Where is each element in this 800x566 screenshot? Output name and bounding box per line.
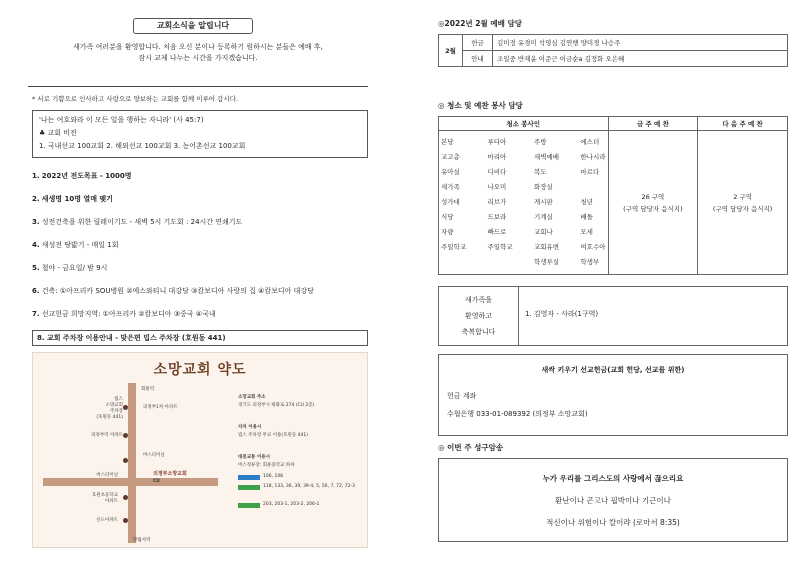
map-label-bottom: 망월사역 <box>133 538 151 543</box>
bus-color-blue <box>238 475 260 480</box>
map-label-top: 회룡역 <box>141 387 155 392</box>
goal-item: 1. 2022년 전도목표 - 1000명 <box>32 172 132 180</box>
row-label: 헌금 <box>463 35 493 51</box>
row-label: 안내 <box>463 51 493 67</box>
map-label-apt1: 의정부역 아파트 <box>91 433 123 438</box>
bus-line-3: 203, 203-1, 203-2, 206-1 <box>263 502 320 507</box>
welcome-text <box>28 42 368 64</box>
bus-title: 대중교통 이용시 <box>238 455 270 460</box>
row-value: 김미정 유경미 석영심 김연행 양미경 나승주 <box>493 35 788 51</box>
next-week-cell: 2 구역 (구역 담당자 음식지) <box>698 131 788 275</box>
duty-col: 본당 교고층 유아실 새가족 성가대 식당 자량 주일학교 <box>441 138 467 251</box>
mission-box <box>438 354 788 436</box>
section-cleaning: ◎ 청소 및 예찬 봉사 담당 <box>438 101 523 110</box>
bus-line-1: 106, 108 <box>263 474 284 479</box>
notice-title: 교회소식을 알립니다 <box>133 18 253 34</box>
map-label-school: 호원초등학교 아파트 <box>91 493 118 504</box>
car-info: 빕스 주차장 무료 이용(호원동 441) <box>238 433 308 438</box>
duty-col: 주방 새벽예배 복도 화장실 게시판 기계실 교회나 교회유변 학생부실 <box>533 138 560 266</box>
duty-col: 에스더 한나시라 마르다 청년 배돌 모세 여호수아 학생부 <box>580 138 606 266</box>
new-family-name: 1. 김영자 - 사라(1구역) <box>525 310 599 318</box>
bus-sub: 버스정류장: 회룡중학교 하차 <box>238 463 295 468</box>
church-map <box>32 352 368 548</box>
welcome-line-1: 새가족 여러분을 환영합니다. 처음 오신 분이나 등록하기 원하시는 분들은 예배 후, <box>73 43 323 51</box>
mission-account: 수협은행 033-01-089392 (의정부 소망교회) <box>447 410 588 418</box>
header-cleaning: 청소 봉사인 <box>439 117 609 131</box>
map-label-bus: 버스터미널 <box>143 453 165 458</box>
car-title: 자차 이용시 <box>238 425 262 430</box>
map-label-church: 의정부소망교회 <box>153 471 187 477</box>
mission-account-label: 헌금 계좌 <box>447 392 477 400</box>
addr-title: 소망교회 주소 <box>238 395 266 400</box>
mission-title: 새싹 키우기 선교헌금(교회 헌당, 선교를 위한) <box>541 366 685 374</box>
map-marker <box>123 518 128 523</box>
goal-item: 3. 성전건축을 위한 릴레이기도 - 새벽 5시 기도회 : 24시간 연쇄기도 <box>32 218 243 226</box>
header-next-week: 다 음 주 예 찬 <box>698 117 788 131</box>
verse-line-1: 누가 우리를 그리스도의 사랑에서 끊으리요 <box>542 474 684 483</box>
map-label-cu: CU <box>153 479 160 484</box>
map-marker <box>123 433 128 438</box>
addr: 경기도 의정부시 평화로 274 (CU 2층) <box>238 403 315 408</box>
road-horizontal <box>43 478 218 486</box>
duty-cell <box>439 131 609 275</box>
map-marker <box>123 405 128 410</box>
verse-line-3: 적신이나 위험이나 칼이랴 (로마서 8:35) <box>546 518 680 527</box>
week-cell: 2월 <box>439 35 463 67</box>
vision-verse: '나는 여호와라 이 모든 일을 행하는 자니라' (사 45:7) <box>39 116 204 124</box>
road-vertical <box>128 383 136 543</box>
left-page <box>28 14 368 554</box>
goal-item: 6. 건축: ①아프리카 SOU병원 ②에스와티니 대강당 ③캄보디아 사랑의 집 ④캄보디아 대강당 <box>32 287 314 295</box>
bus-line-2: 118, 133, 36, 39, 39-4, 5, 56, 7, 72, 72-3 <box>263 484 355 489</box>
parking-info: 8. 교회 주차장 이용안내 - 맞은편 빕스 주차장 (호원동 441) <box>32 330 368 346</box>
welcome-line-2: 잠시 교제 나누는 시간을 가지겠습니다. <box>138 54 258 62</box>
vision-box <box>32 110 368 158</box>
verse-box <box>438 458 788 542</box>
section-verse: ◎ 이번 주 성구암송 <box>438 443 504 452</box>
header-this-week: 금 주 예 찬 <box>608 117 698 131</box>
bus-color-green <box>238 485 260 490</box>
goal-item: 5. 철야 - 금요일/ 밤 9시 <box>32 264 108 272</box>
goal-item: 4. 새성전 땅밟기 - 매일 1회 <box>32 241 119 249</box>
section-worship: ◎2022년 2월 예배 담당 <box>438 19 522 28</box>
new-family-box <box>438 286 788 346</box>
verse-line-2: 환난이나 곤고나 핍박이나 기근이나 <box>555 496 671 505</box>
goal-item: 7. 선교헌금 희망지역: ①아프리카 ②캄보디아 ③중국 ④국내 <box>32 310 216 318</box>
bus-color-green <box>238 503 260 508</box>
row-value: 조일중 반재윤 이준근 이금순a 김정화 오은혜 <box>493 51 788 67</box>
worship-table <box>438 34 788 67</box>
map-marker <box>123 458 128 463</box>
right-page <box>438 14 788 554</box>
cleaning-table <box>438 116 788 275</box>
duty-col: 루디아 마리아 디비다 나오미 리브가 드보라 빠드로 주일학교 <box>487 138 513 251</box>
map-label-apt2: 의정부1차 아파트 <box>143 405 178 410</box>
new-family-label: 새가족을 환영하고 축복합니다 <box>439 287 519 345</box>
vision-items: 1. 국내선교 100교회 2. 해외선교 100교회 3. 농어촌선교 100교회 <box>39 142 246 150</box>
map-title: 소망교회 약도 <box>153 362 247 378</box>
note: * 서로 기쁨으로 인사하고 사랑으로 양보하는 교회를 함께 이루어 갑시다. <box>32 95 239 103</box>
goal-item: 2. 새생명 10명 열매 맺기 <box>32 195 113 203</box>
this-week-cell: 26 구역 (구역 담당자 음식지) <box>608 131 698 275</box>
divider <box>28 86 368 87</box>
map-label-apt4: 신도아파트 <box>96 518 118 523</box>
map-marker <box>123 495 128 500</box>
vision-title: ♣ 교회 비전 <box>39 129 77 137</box>
map-label-apt3: 버스터미널 <box>96 473 118 478</box>
map-label-vips: 빕스 소망교회 주차장 (호원동 441) <box>96 397 123 420</box>
